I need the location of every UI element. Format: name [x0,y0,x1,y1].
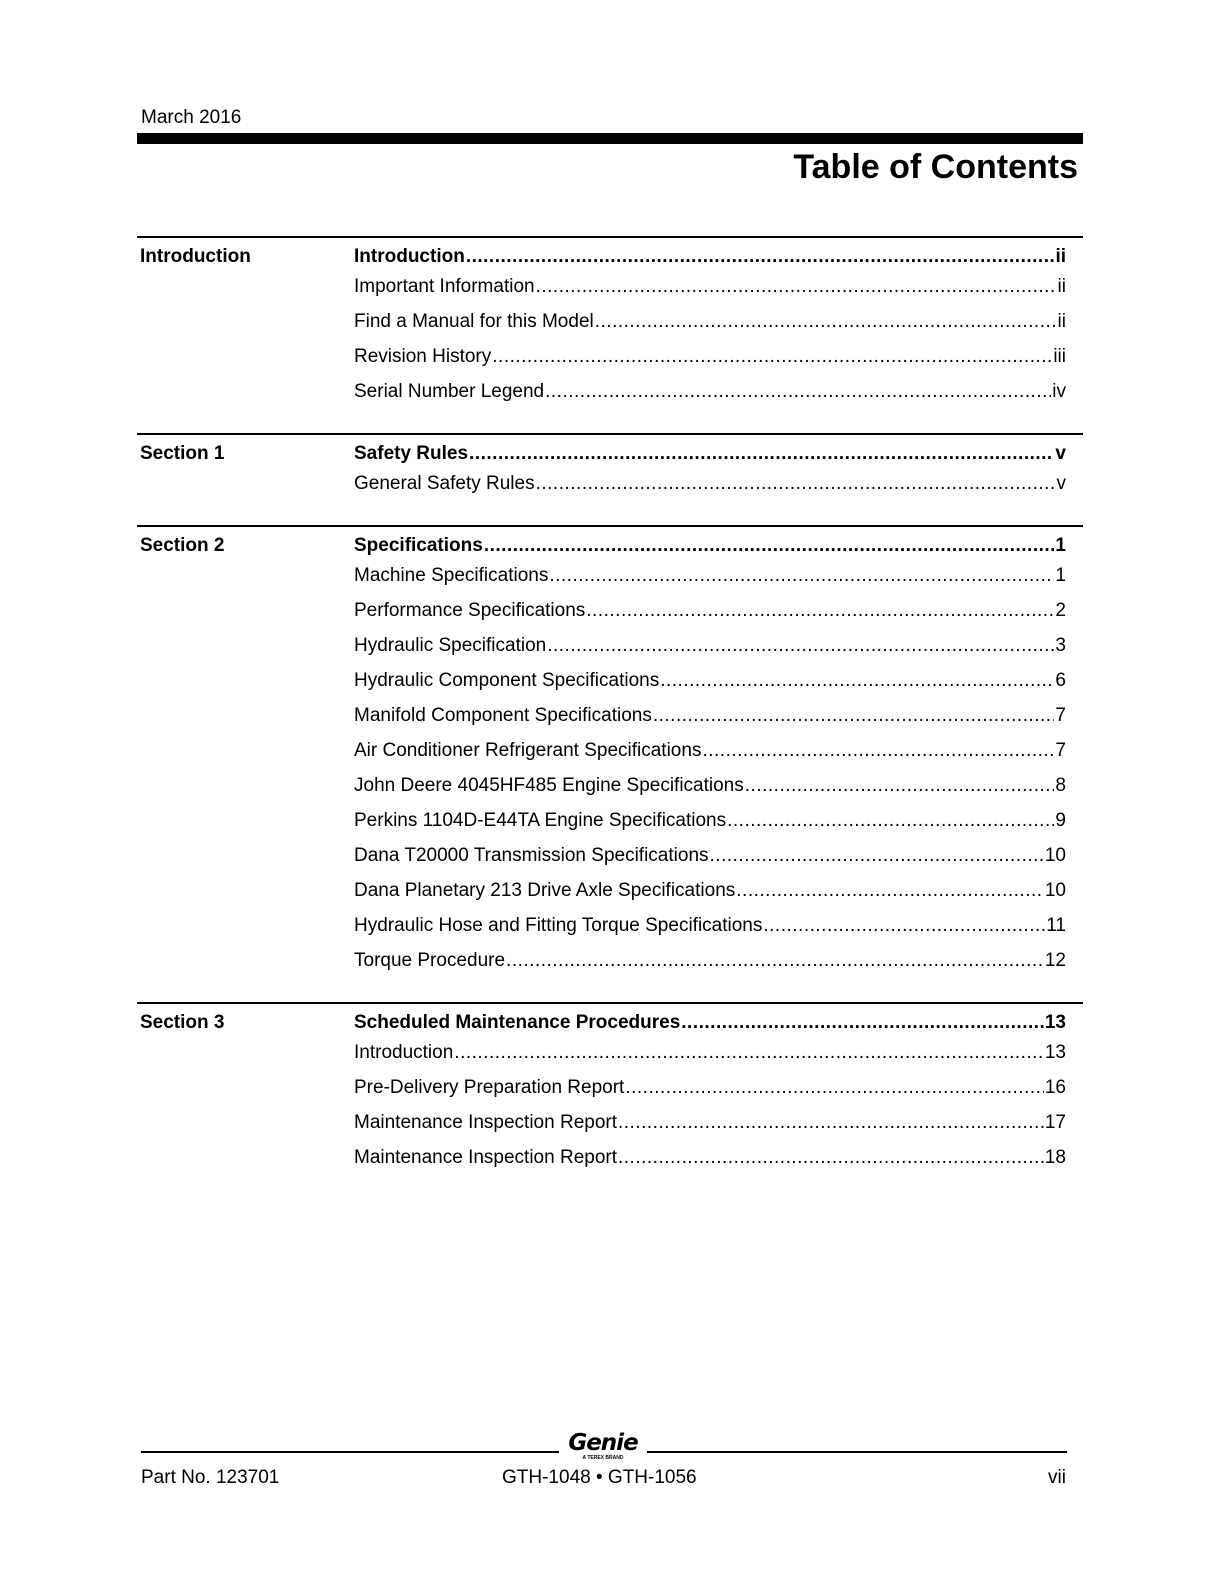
toc-entry[interactable] [354,1042,1066,1077]
entry-page: 3 [1055,635,1066,656]
entry-page: 10 [1044,880,1066,901]
dot-leader [586,600,1054,622]
entry-page: 6 [1055,670,1066,691]
toc-entry[interactable] [354,670,1066,705]
entry-page: 18 [1044,1147,1066,1168]
toc-heading-entry[interactable] [354,1012,1066,1042]
entry-page: ii [1057,276,1066,297]
dot-leader [625,1077,1044,1099]
entry-page: 16 [1044,1077,1066,1098]
entry-title: Hydraulic Specification [354,635,547,656]
toc-section [137,236,1083,416]
dot-leader [545,381,1051,403]
toc-entry[interactable] [354,705,1066,740]
entry-page: 2 [1055,600,1066,621]
header-rule [137,133,1083,144]
entry-page: 7 [1055,705,1066,726]
entry-title: Air Conditioner Refrigerant Specifications [354,740,702,761]
dot-leader [536,473,1056,495]
toc-section [137,525,1083,985]
toc-section [137,1002,1083,1182]
entry-title: General Safety Rules [354,473,535,494]
dot-leader [595,311,1057,333]
model-numbers: GTH-1048 • GTH-1056 [502,1467,697,1488]
section-spacer [137,1182,1083,1199]
section-entries [354,246,1066,416]
entry-title: Dana Planetary 213 Drive Axle Specifications [354,880,736,901]
entry-title: Revision History [354,346,492,367]
section-entries [354,443,1066,508]
toc-entry[interactable] [354,880,1066,915]
footer-rule-right [647,1451,1067,1453]
toc-entry[interactable] [354,565,1066,600]
footer-rule-left [141,1451,559,1453]
dot-leader [681,1012,1044,1034]
entry-title: Performance Specifications [354,600,586,621]
entry-page: ii [1055,246,1066,267]
dot-leader [484,535,1055,557]
toc-entry[interactable] [354,810,1066,845]
table-of-contents [137,236,1083,1199]
entry-page: v [1056,473,1066,494]
dot-leader [736,880,1044,902]
dot-leader [506,950,1044,972]
dot-leader [710,845,1044,867]
dot-leader [454,1042,1044,1064]
page-number: vii [1048,1467,1066,1488]
toc-entry[interactable] [354,1112,1066,1147]
entry-title: Hydraulic Component Specifications [354,670,660,691]
entry-title: Safety Rules [354,443,469,464]
dot-leader [653,705,1055,727]
entry-title: Specifications [354,535,483,556]
toc-entry[interactable] [354,311,1066,346]
section-label: Section 2 [140,535,225,556]
dot-leader [547,635,1054,657]
toc-entry[interactable] [354,950,1066,985]
dot-leader [763,915,1045,937]
toc-entry[interactable] [354,775,1066,810]
entry-title: Important Information [354,276,535,297]
entry-title: Pre-Delivery Preparation Report [354,1077,625,1098]
entry-title: Manifold Component Specifications [354,705,652,726]
toc-section [137,433,1083,508]
entry-title: Introduction [354,246,465,267]
entry-page: 9 [1055,810,1066,831]
page-title: Table of Contents [793,148,1078,186]
section-spacer [137,985,1083,1002]
section-spacer [137,416,1083,433]
entry-page: iii [1053,346,1066,367]
section-label: Introduction [140,246,251,267]
entry-title: Torque Procedure [354,950,506,971]
dot-leader [702,740,1054,762]
logo-wordmark: Genie [568,1430,638,1456]
toc-entry[interactable] [354,845,1066,880]
genie-logo [566,1431,640,1463]
entry-title: Dana T20000 Transmission Specifications [354,845,709,866]
logo-tagline: A TEREX BRAND [582,1455,624,1461]
toc-entry[interactable] [354,346,1066,381]
toc-heading-entry[interactable] [354,246,1066,276]
dot-leader [660,670,1054,692]
entry-title: Perkins 1104D-E44TA Engine Specifications [354,810,727,831]
toc-entry[interactable] [354,600,1066,635]
entry-page: 1 [1055,565,1066,586]
dot-leader [466,246,1055,268]
entry-title: John Deere 4045HF485 Engine Specifications [354,775,744,796]
entry-page: ii [1057,311,1066,332]
entry-title: Introduction [354,1042,454,1063]
document-date: March 2016 [141,107,242,128]
entry-page: 13 [1044,1042,1066,1063]
section-entries [354,535,1066,985]
entry-page: iv [1052,381,1066,402]
toc-heading-entry[interactable] [354,535,1066,565]
dot-leader [549,565,1054,587]
entry-page: v [1055,443,1066,464]
toc-entry[interactable] [354,381,1066,416]
dot-leader [469,443,1054,465]
dot-leader [618,1147,1044,1169]
toc-entry[interactable] [354,276,1066,311]
toc-entry[interactable] [354,1147,1066,1182]
toc-entry[interactable] [354,1077,1066,1112]
dot-leader [727,810,1054,832]
section-spacer [137,508,1083,525]
section-label: Section 3 [140,1012,225,1033]
part-number: Part No. 123701 [141,1467,280,1488]
toc-entry[interactable] [354,635,1066,670]
entry-title: Maintenance Inspection Report [354,1147,617,1168]
toc-entry[interactable] [354,915,1066,950]
entry-title: Hydraulic Hose and Fitting Torque Specifications [354,915,763,936]
entry-title: Serial Number Legend [354,381,545,402]
entry-title: Find a Manual for this Model [354,311,594,332]
dot-leader [618,1112,1044,1134]
section-entries [354,1012,1066,1182]
entry-page: 10 [1044,845,1066,866]
entry-page: 11 [1046,915,1066,936]
entry-page: 17 [1044,1112,1066,1133]
toc-entry[interactable] [354,473,1066,508]
dot-leader [536,276,1057,298]
toc-entry[interactable] [354,740,1066,775]
entry-page: 13 [1044,1012,1066,1033]
entry-page: 7 [1055,740,1066,761]
section-label: Section 1 [140,443,225,464]
toc-heading-entry[interactable] [354,443,1066,473]
entry-title: Scheduled Maintenance Procedures [354,1012,681,1033]
entry-title: Machine Specifications [354,565,549,586]
entry-page: 8 [1055,775,1066,796]
entry-page: 12 [1044,950,1066,971]
entry-title: Maintenance Inspection Report [354,1112,617,1133]
dot-leader [745,775,1055,797]
dot-leader [492,346,1052,368]
entry-page: 1 [1055,535,1066,556]
